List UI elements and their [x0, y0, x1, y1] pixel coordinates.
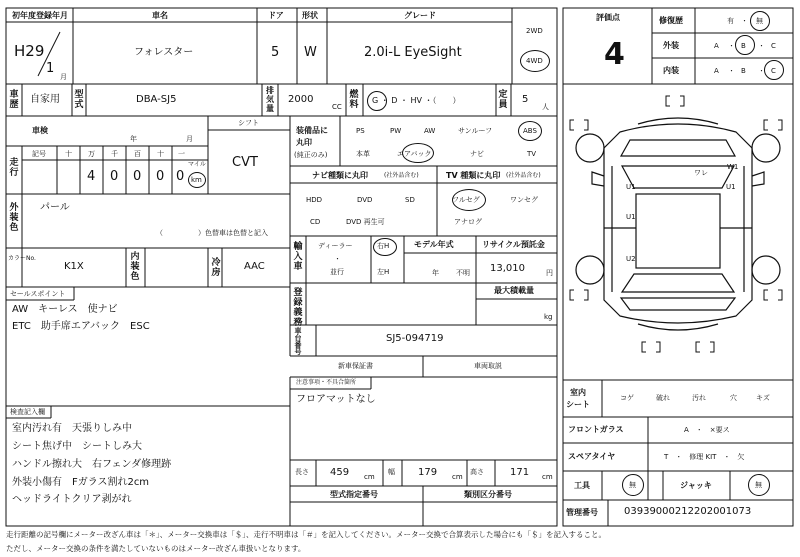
drive-4wd: 4WD: [526, 57, 543, 65]
score-interior-dot2: ・: [758, 67, 765, 75]
navi-dvd-play: DVD 再生可: [346, 218, 385, 226]
inspector-line-1: 室内汚れ有 天張りしみ中: [12, 423, 132, 434]
recycle-label: リサイクル預託金: [482, 240, 545, 249]
car-name-label: 車名: [152, 11, 168, 20]
width-unit: cm: [452, 473, 463, 481]
import-dot: ・: [334, 255, 341, 263]
grade-label: グレード: [404, 11, 436, 20]
shaken-month-unit: 月: [186, 135, 193, 143]
car-diagram: [592, 118, 764, 330]
sales-points-label: セールスポイント: [10, 290, 66, 298]
door-value: 5: [271, 45, 280, 60]
fuel-options: G ・ D ・ HV ・（ ）: [372, 96, 461, 105]
mileage-col-6: 一: [178, 150, 185, 158]
navi-dvd: DVD: [357, 196, 373, 204]
tools-label: 工具: [574, 481, 590, 490]
score-exterior-dot1: ・: [728, 42, 735, 50]
length-value: 459: [330, 467, 350, 478]
fuel-label: 燃料: [349, 90, 359, 110]
spare-label: スペアタイヤ: [568, 452, 616, 461]
footer-note-2: ただし、メーター交換の条件を満たしていないものはメーター改ざん車扱いとなります。: [6, 544, 306, 553]
equipment-leather: 本革: [356, 150, 370, 158]
notes-text: フロアマットなし: [296, 394, 376, 405]
color-no-value: K1X: [64, 261, 84, 272]
sales-point-line-1: AW キーレス 使ナビ: [12, 304, 118, 315]
equipment-navi: ナビ: [470, 150, 484, 158]
score-value: 4: [604, 37, 625, 72]
capacity-label: 定員: [498, 90, 508, 110]
width-label: 幅: [388, 468, 395, 476]
tv-fullseg: フルセグ: [452, 196, 480, 204]
length-unit: cm: [364, 473, 375, 481]
mileage-col-4: 百: [134, 150, 141, 158]
recycle-value: 13,010: [490, 263, 525, 274]
exterior-color: パール: [40, 202, 70, 213]
seat-hole: 穴: [730, 394, 737, 402]
tire-brackets: [570, 96, 782, 352]
windshield-value: A ・ ×要ス: [684, 426, 730, 434]
capacity-unit: 人: [542, 103, 549, 111]
equipment-pw: PW: [390, 127, 402, 135]
mark-u1-right: U1: [726, 183, 736, 191]
score-interior-b: B: [741, 67, 746, 75]
shaken-label: 車検: [32, 126, 48, 135]
repair-yes: 有: [727, 17, 734, 25]
windshield-label: フロントガラス: [568, 425, 624, 434]
shaken-year-unit: 年: [130, 135, 137, 143]
navi-note: (社外品含む): [384, 172, 419, 179]
car-name: フォレスター: [134, 47, 194, 58]
repair-none: 無: [756, 17, 763, 25]
height-label: 高さ: [470, 468, 484, 476]
mark-u2: U2: [626, 255, 636, 263]
shape-value: W: [304, 45, 317, 60]
capacity-value: 5: [522, 94, 529, 105]
inspector-line-5: ヘッドライトクリア剥がれ: [12, 494, 132, 505]
equipment-label-2: 丸印: [296, 138, 312, 147]
import-left: 左H: [377, 268, 390, 276]
import-dealer: ディーラー: [318, 242, 353, 250]
score-exterior-dot2: ・: [758, 42, 765, 50]
mileage-col-1: 十: [65, 150, 72, 158]
displacement-value: 2000: [288, 94, 314, 105]
equipment-abs: ABS: [523, 127, 537, 135]
tv-note: (社外品含む): [506, 172, 541, 179]
equipment-label-3: (純正のみ): [294, 151, 328, 159]
model-label: 型式: [74, 90, 84, 110]
import-label: 輸入車: [293, 242, 303, 272]
mileage-col-0: 記号: [32, 150, 46, 158]
model-value: DBA-SJ5: [136, 94, 177, 105]
score-exterior-a: A: [714, 42, 719, 50]
mileage-label: 走行: [9, 158, 19, 178]
vehicle-manual: 車両取説: [474, 362, 502, 370]
type-designation-label: 型式指定番号: [330, 490, 378, 499]
chassis-label: 車台番号: [294, 327, 302, 356]
equipment-aw: AW: [424, 127, 436, 135]
navi-hdd: HDD: [306, 196, 323, 204]
score-exterior-b: B: [741, 42, 746, 50]
door-label: ドア: [268, 11, 284, 20]
recycle-unit: 円: [546, 269, 553, 277]
exterior-paren: （ ）色替車は色替と記入: [156, 229, 268, 237]
equipment-tv: TV: [527, 150, 537, 158]
mileage-col-2: 万: [88, 150, 95, 158]
reg-month-unit: 月: [60, 73, 67, 81]
notes-label: 注意事項・不具合箇所: [296, 379, 357, 386]
management-label: 管理番号: [566, 508, 598, 517]
interior-seat-label-1: 室内: [570, 388, 586, 397]
mark-crack: ワレ: [694, 169, 708, 177]
equipment-ps: PS: [356, 127, 365, 135]
jack-value: 無: [755, 481, 762, 489]
score-interior-a: A: [714, 67, 719, 75]
import-right: 右H: [377, 242, 390, 250]
equipment-airbag: エアバック: [397, 150, 432, 158]
tv-oneseg: ワンセグ: [510, 196, 538, 204]
mileage-digit-2: 4: [87, 169, 96, 184]
mileage-col-5: 十: [157, 150, 164, 158]
inspector-line-3: ハンドル擦れ大 右フェンダ修理跡: [12, 459, 172, 470]
displacement-unit: CC: [332, 103, 342, 111]
year-slash: [30, 30, 70, 80]
model-year-unknown: 不明: [456, 269, 470, 277]
score-interior-dot1: ・: [728, 67, 735, 75]
mark-w1: W1: [727, 163, 739, 171]
reg-year: H29: [14, 42, 45, 60]
model-year-label: モデル年式: [414, 240, 454, 249]
grade-value: 2.0i-L EyeSight: [364, 45, 462, 60]
sales-point-line-2: ETC 助手席エアバック ESC: [12, 321, 150, 332]
shift-value: CVT: [232, 155, 258, 170]
usage-label: 車歴: [9, 90, 19, 110]
reg-year-label: 初年度登録年月: [12, 11, 68, 20]
mileage-digit-6: 0: [176, 169, 185, 184]
seat-tear: 破れ: [656, 394, 670, 402]
score-interior-c: C: [771, 67, 776, 75]
color-no-label: カラーNo.: [8, 255, 36, 262]
interior-color-label: 内装色: [130, 252, 140, 282]
mileage-digit-5: 0: [156, 169, 165, 184]
max-load-unit: kg: [544, 313, 553, 321]
footer-note-1: 走行距離の記号欄にメーター改ざん車は「＊」、メーター交換車は「＄」、走行不明車は「＃」を記入してください。メーター交換で合算表示した場合にも「＄」を記入すること。: [6, 530, 606, 539]
navi-label: ナビ種類に丸印: [312, 171, 368, 180]
mileage-unit-mile: マイル: [188, 161, 206, 168]
interior-seat-label-2: シート: [566, 400, 590, 409]
navi-cd: CD: [310, 218, 321, 226]
new-car-warranty: 新車保証書: [338, 362, 373, 370]
spare-value: T ・ 修理 KIT ・ 欠: [664, 453, 745, 461]
usage-value: 自家用: [30, 94, 60, 105]
registration-label: 登録義務: [293, 288, 303, 328]
height-unit: cm: [542, 473, 553, 481]
mark-u1-left: U1: [626, 183, 636, 191]
equipment-label-1: 装備品に: [296, 126, 328, 135]
import-parallel: 並行: [330, 268, 344, 276]
mileage-col-3: 千: [111, 150, 118, 158]
management-value: 03939000212202001073: [624, 506, 752, 517]
jack-label: ジャッキ: [680, 481, 712, 490]
width-value: 179: [418, 467, 438, 478]
repair-label: 修復歴: [659, 16, 683, 25]
equipment-sunroof: サンルーフ: [458, 127, 493, 135]
shape-label: 形状: [302, 11, 318, 20]
max-load-label: 最大積載量: [494, 286, 534, 295]
navi-sd: SD: [405, 196, 415, 204]
score-interior-label: 内装: [663, 66, 679, 75]
seat-dirt: 汚れ: [692, 394, 706, 402]
height-value: 171: [510, 467, 530, 478]
tools-value: 無: [629, 481, 636, 489]
length-label: 長さ: [295, 468, 309, 476]
inspector-line-2: シート焦げ中 シートしみ大: [12, 441, 142, 452]
model-year-unit: 年: [432, 269, 439, 277]
reg-month: 1: [46, 61, 55, 76]
mileage-digit-3: 0: [110, 169, 119, 184]
score-exterior-c: C: [771, 42, 776, 50]
mileage-digit-4: 0: [133, 169, 142, 184]
ac-label: 冷房: [211, 258, 221, 278]
shift-label: シフト: [238, 119, 259, 127]
repair-dot: ・: [741, 17, 748, 25]
tv-analog: アナログ: [454, 218, 482, 226]
seat-scratch: キズ: [756, 394, 770, 402]
score-label: 評価点: [596, 13, 620, 22]
ac-value: AAC: [244, 261, 265, 272]
drive-2wd: 2WD: [526, 27, 543, 35]
seat-burn: コゲ: [620, 394, 634, 402]
inspector-line-4: 外装小傷有 Fガラス割れ2cm: [12, 477, 150, 488]
tv-label: TV 種類に丸印: [446, 171, 501, 180]
mileage-unit-km: km: [191, 176, 202, 184]
displacement-label: 排気量: [266, 86, 274, 113]
inspector-label: 検査記入欄: [10, 408, 45, 416]
score-exterior-label: 外装: [663, 41, 679, 50]
mark-u1-door: U1: [626, 213, 636, 221]
exterior-label: 外装色: [9, 203, 19, 233]
chassis-value: SJ5-094719: [386, 333, 444, 344]
class-designation-label: 類別区分番号: [464, 490, 512, 499]
